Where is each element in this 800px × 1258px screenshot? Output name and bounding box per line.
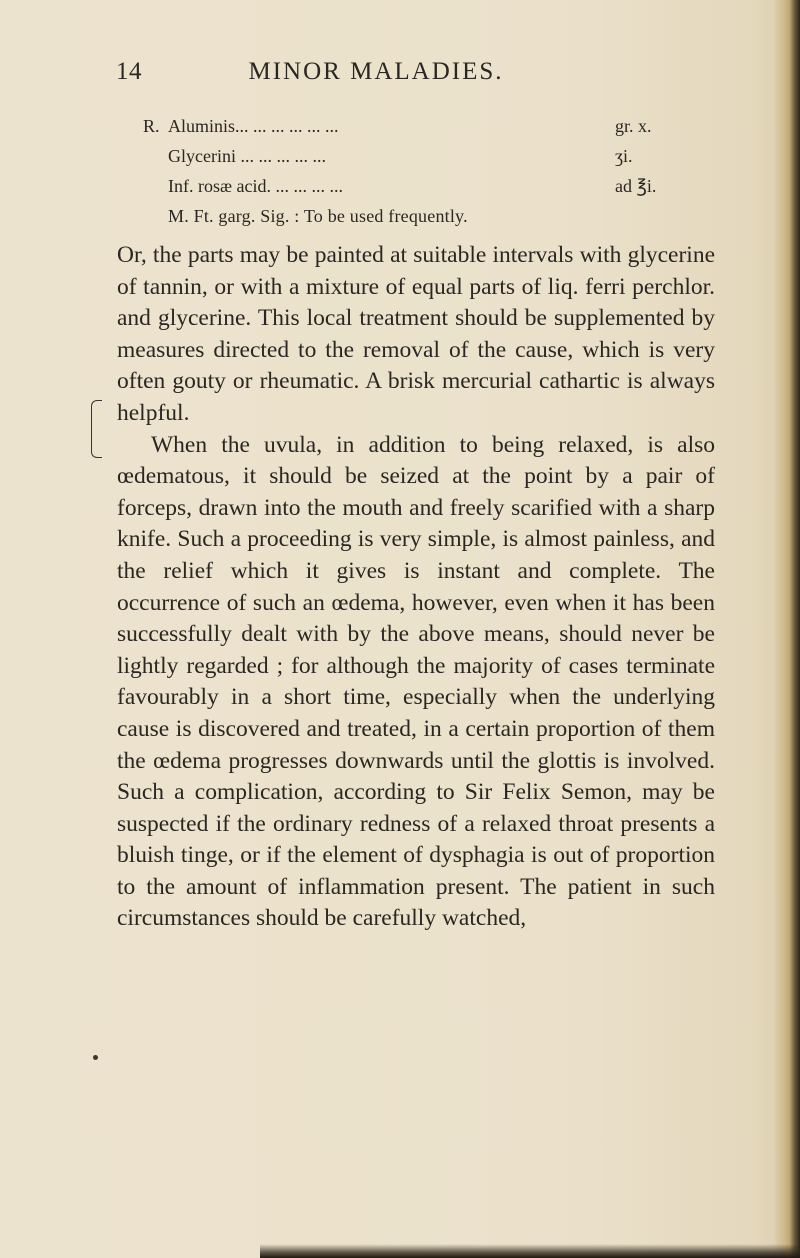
page-header (0, 58, 800, 98)
page-number: 14 (116, 58, 142, 85)
ingredient-name: Glycerini ... ... ... ... ... (168, 146, 326, 166)
ingredient-quantity: gr. x. (615, 116, 652, 136)
prescription-row (0, 171, 800, 201)
margin-bracket-mark (91, 400, 102, 458)
ingredient-quantity: ʒi. (615, 146, 633, 166)
prescription-row (0, 111, 800, 141)
page-edge-shadow (774, 0, 800, 1258)
prescription-block (0, 111, 800, 231)
ingredient-name: Aluminis... ... ... ... ... ... (168, 116, 339, 136)
running-title: MINOR MALADIES. (248, 58, 504, 85)
ingredient-quantity: ad ℥i. (615, 176, 657, 196)
ingredient-name: Inf. rosæ acid. ... ... ... ... (168, 176, 343, 196)
paragraph: When the uvula, in addition to being relaxed, is also œdematous, it should be seized at the point by a pair of forceps, drawn into the mouth and freely scarified with a sharp knife. Such a proceeding is very simple, is almost painless, and the relief which it gives is instant and complete. The occurrence of such an œdema, however, even when it has been successfully dealt with by the above means, should never be lightly regarded ; for although the majority of cases terminate favourably in a short time, especially when the underlying cause is discovered and treated, in a certain proportion of them the œdema progresses downwards until the glottis is involved. Such a complication, according to Sir Felix Semon, may be suspected if the ordinary redness of a relaxed throat presents a bluish tinge, or if the element of dysphagia is out of proportion to the amount of inflammation present. The patient in such circumstances should be carefully watched, (117, 431, 715, 932)
paragraph: Or, the parts may be painted at suitable intervals with glycerine of tannin, or with a mixture of equal parts of liq. ferri perchlor. and glycerine. This local treatment should be supplemented by measures directed to the removal of the cause, which is very often gouty or rheumatic. A brisk mercurial cathartic is always helpful. (117, 242, 715, 426)
prescription-instructions: M. Ft. garg. Sig. : To be used frequently. (168, 206, 468, 226)
recipe-symbol: R. (143, 116, 160, 136)
prescription-row (0, 141, 800, 171)
body-text (117, 240, 715, 935)
bottom-edge-shadow (260, 1244, 800, 1258)
margin-dot-mark (93, 1055, 98, 1060)
prescription-instructions-row (0, 201, 800, 231)
